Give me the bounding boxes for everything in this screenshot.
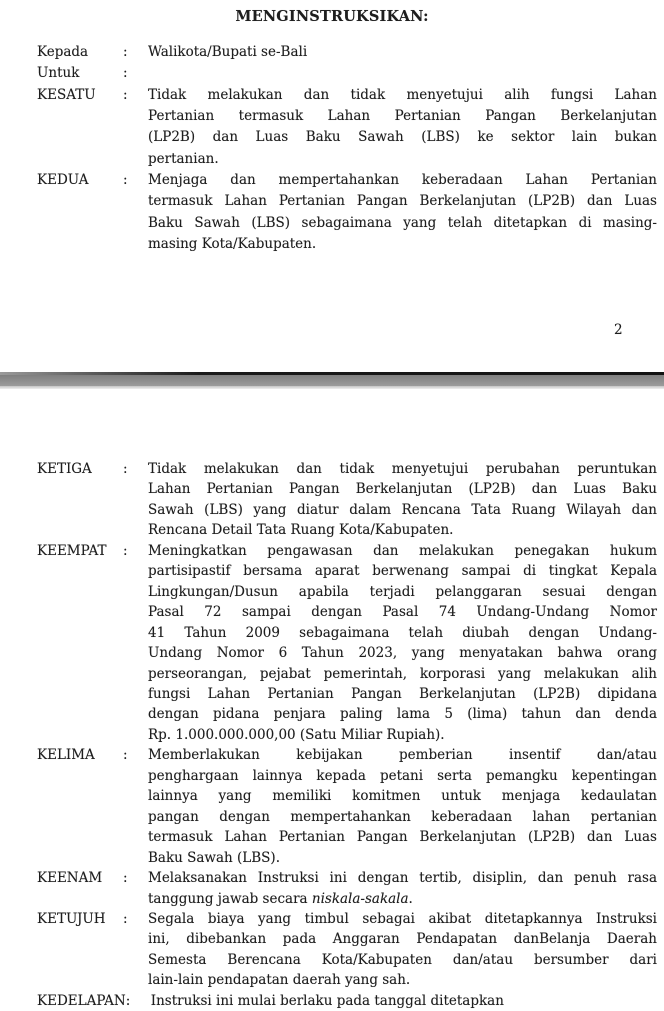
entry-label: KEDUA	[37, 172, 89, 189]
entry-text-line: Baku Sawah (LBS) sebagaimana yang telah ditetapkan di masing-	[148, 214, 657, 231]
entry-text-line: Pasal 72 sampai dengan Pasal 74 Undang-Undang Nomor	[148, 604, 657, 621]
entry-colon: :	[123, 910, 128, 927]
instruction-entry-kedua	[0, 170, 664, 255]
pdf-page-separator	[0, 372, 664, 389]
entry-text-line: masing Kota/Kabupaten.	[148, 236, 317, 253]
instruction-entry-kedelapan	[0, 991, 664, 1011]
entry-colon: :	[125, 992, 131, 1009]
instruction-entry-keenam	[0, 868, 664, 909]
entry-label: KEENAM	[37, 870, 103, 887]
entry-text-line: Meningkatkan pengawasan dan melakukan penegakan hukum	[148, 542, 657, 559]
instruction-entry-kelima	[0, 745, 664, 868]
page-number: 2	[614, 322, 623, 338]
instruction-entries-page2	[0, 42, 664, 255]
entry-text-line: partisipastif bersama aparat berwenang sampai di tingkat Kepala	[148, 563, 657, 580]
entry-label: Kepada	[37, 44, 89, 60]
entry-colon: :	[123, 172, 128, 189]
entry-label: KETIGA	[37, 461, 92, 477]
entry-text-line: dengan pidana penjara paling lama 5 (lima) tahun dan denda	[148, 706, 657, 723]
entry-text-line: penghargaan lainnya kepada petani serta pemangku kepentingan	[148, 767, 657, 784]
entry-text	[148, 42, 657, 63]
entry-text-line: Segala biaya yang timbul sebagai akibat ditetapkannya Instruksi	[148, 910, 657, 927]
entry-label: Untuk	[37, 65, 80, 82]
entry-text-line: lain-lain pendapatan daerah yang sah.	[148, 972, 411, 989]
entry-text	[148, 909, 657, 991]
entry-text-line: Walikota/Bupati se-Bali	[148, 44, 308, 60]
page-2-bottom-region	[0, 0, 664, 372]
entry-text-line: Memberlakukan kebijakan pemberian insentif dan/atau	[148, 747, 657, 764]
entry-text-line: pertanian.	[148, 150, 219, 167]
instruction-entry-keempat	[0, 541, 664, 746]
entry-text-line: Semesta Berencana Kota/Kabupaten dan/atau bersumber dari	[148, 951, 657, 968]
entry-text-line: lainnya yang memiliki komitmen untuk menjaga kedaulatan	[148, 788, 657, 805]
entry-text-line: Instruksi ini mulai berlaku pada tanggal ditetapkan	[150, 992, 504, 1009]
entry-text-line: perseorangan, pejabat pemerintah, korporasi yang melakukan alih	[148, 665, 657, 682]
entry-text-line: termasuk Lahan Pertanian Pangan Berkelanjutan (LP2B) dan Luas	[148, 193, 657, 210]
entry-text	[148, 170, 657, 255]
entry-text-line: Pertanian termasuk Lahan Pertanian Pangan Berkelanjutan	[148, 108, 657, 125]
entry-text-line: Rencana Detail Tata Ruang Kota/Kabupaten.	[148, 522, 454, 539]
entry-text-line: Baku Sawah (LBS).	[148, 849, 280, 866]
entry-text	[151, 991, 657, 1011]
entry-text-line: Lingkungan/Dusun apabila terjadi pelanggaran sesuai dengan	[148, 583, 657, 600]
entry-text	[148, 745, 657, 868]
entry-text-line: Rp. 1.000.000.000,00 (Satu Miliar Rupiah).	[148, 726, 445, 743]
entry-text-line: Tidak melakukan dan tidak menyetujui alih fungsi Lahan	[148, 86, 657, 103]
entry-text-line: pangan dengan mempertahankan keberadaan lahan pertanian	[148, 808, 657, 825]
page-3-top-region	[0, 389, 664, 1009]
entry-text-line: Lahan Pertanian Pangan Berkelanjutan (LP2B) dan Luas Baku	[148, 481, 657, 498]
entry-text-line: tanggung jawab secara niskala-sakala.	[148, 890, 413, 907]
entry-colon: :	[123, 542, 128, 559]
entry-text-line: Menjaga dan mempertahankan keberadaan Lahan Pertanian	[148, 172, 657, 189]
instruction-entries-page3	[0, 459, 664, 1011]
entry-colon: :	[123, 747, 128, 764]
entry-label: KESATU	[37, 86, 96, 103]
entry-text	[148, 85, 657, 170]
instruction-entry-kesatu	[0, 85, 664, 170]
instruction-entry-untuk	[0, 63, 664, 84]
entry-colon: :	[123, 65, 128, 82]
entry-label: KEEMPAT	[37, 542, 107, 559]
entry-text-line: Melaksanakan Instruksi ini dengan tertib, disiplin, dan penuh rasa	[148, 870, 657, 887]
entry-text-line: Sawah (LBS) yang diatur dalam Rencana Tata Ruang Wilayah dan	[148, 501, 657, 518]
entry-text	[148, 541, 657, 746]
entry-label: KEDELAPAN	[37, 992, 126, 1009]
entry-text	[148, 63, 657, 84]
section-title: MENGINSTRUKSIKAN:	[235, 8, 429, 25]
instruction-entry-kepada	[0, 42, 664, 63]
entry-text	[148, 868, 657, 909]
entry-text-line: Undang Nomor 6 Tahun 2023, yang menyatakan bahwa orang	[148, 645, 657, 662]
instruction-entry-ketujuh	[0, 909, 664, 991]
entry-colon: :	[123, 461, 128, 477]
entry-text-line: 41 Tahun 2009 sebagaimana telah diubah dengan Undang-	[148, 624, 657, 641]
entry-text-line: (LP2B) dan Luas Baku Sawah (LBS) ke sektor lain bukan	[148, 129, 657, 146]
page-gap-bar	[0, 375, 664, 386]
entry-text	[148, 459, 657, 541]
entry-colon: :	[123, 870, 128, 887]
entry-text-line: termasuk Lahan Pertanian Pangan Berkelanjutan (LP2B) dan Luas	[148, 829, 657, 846]
entry-colon: :	[123, 86, 128, 103]
instruction-entry-ketiga	[0, 459, 664, 541]
entry-label: KETUJUH	[37, 910, 106, 927]
entry-text-line: fungsi Lahan Pertanian Pangan Berkelanjutan (LP2B) dipidana	[148, 685, 657, 702]
entry-text-line: Tidak melakukan dan tidak menyetujui perubahan peruntukan	[148, 461, 657, 477]
entry-label: KELIMA	[37, 747, 95, 764]
entry-text-line: ini, dibebankan pada Anggaran Pendapatan danBelanja Daerah	[148, 931, 657, 948]
entry-colon: :	[123, 44, 128, 60]
entry-text-line	[148, 63, 657, 84]
